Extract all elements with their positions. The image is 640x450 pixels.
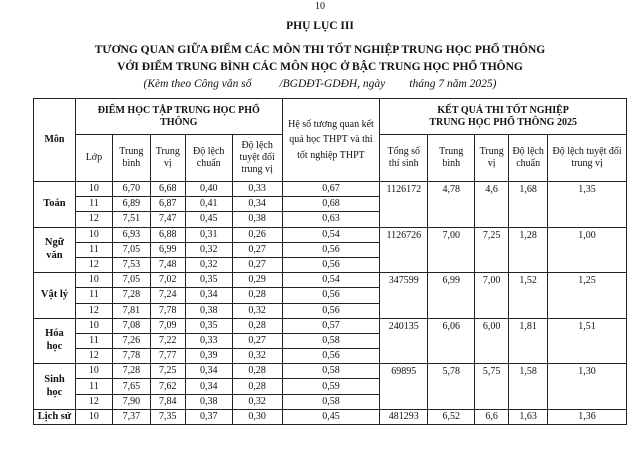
- cell-grade: 12: [75, 212, 112, 227]
- cell-mad: 0,28: [232, 379, 282, 394]
- subject-name: Lịch sử: [34, 409, 76, 424]
- cell-grade: 10: [75, 273, 112, 288]
- table-row: [34, 364, 627, 379]
- cell-mean: 7,28: [112, 364, 150, 379]
- cell-sd: 0,35: [185, 318, 232, 333]
- cell-grade: 12: [75, 349, 112, 364]
- document-title-line-2: VỚI ĐIỂM TRUNG BÌNH CÁC MÔN HỌC Ở BẬC TRUNG HỌC PHỔ THÔNG: [117, 61, 523, 73]
- header-exam-group-line-2: TRUNG HỌC PHỔ THÔNG 2025: [429, 116, 577, 128]
- header-mean: Trung bình: [112, 135, 150, 182]
- cell-median: 6,99: [150, 242, 185, 257]
- exam-cell-median: 7,25: [475, 227, 509, 273]
- cell-corr: 0,67: [282, 182, 380, 197]
- header-exam-mean: Trung bình: [428, 135, 475, 182]
- exam-cell-median: 5,75: [475, 364, 509, 410]
- cell-grade: 10: [75, 182, 112, 197]
- cell-mad: 0,28: [232, 318, 282, 333]
- cell-sd: 0,32: [185, 257, 232, 272]
- cell-median: 7,02: [150, 273, 185, 288]
- cell-mad: 0,30: [232, 409, 282, 424]
- cell-corr: 0,56: [282, 288, 380, 303]
- cell-corr: 0,45: [282, 409, 380, 424]
- exam-cell-mad: 1,36: [548, 409, 627, 424]
- exam-cell-sd: 1,58: [509, 364, 548, 410]
- cell-median: 7,25: [150, 364, 185, 379]
- header-school-group: ĐIỂM HỌC TẬP TRUNG HỌC PHỔ THÔNG: [75, 99, 282, 135]
- cell-mean: 7,53: [112, 257, 150, 272]
- cell-grade: 10: [75, 409, 112, 424]
- cell-mean: 7,81: [112, 303, 150, 318]
- exam-cell-sd: 1,63: [509, 409, 548, 424]
- cell-median: 7,84: [150, 394, 185, 409]
- cell-sd: 0,35: [185, 273, 232, 288]
- header-exam-sd: Độ lệch chuẩn: [509, 135, 548, 182]
- cell-mean: 7,65: [112, 379, 150, 394]
- table-row: [34, 409, 627, 424]
- table-row: [34, 318, 627, 333]
- cell-corr: 0,58: [282, 394, 380, 409]
- cell-mad: 0,28: [232, 364, 282, 379]
- cell-grade: 11: [75, 333, 112, 348]
- header-exam-median: Trung vị: [475, 135, 509, 182]
- table-header-row-1: [34, 99, 627, 135]
- cell-median: 7,22: [150, 333, 185, 348]
- cell-mad: 0,29: [232, 273, 282, 288]
- cell-corr: 0,58: [282, 364, 380, 379]
- cell-median: 6,87: [150, 197, 185, 212]
- cell-grade: 10: [75, 364, 112, 379]
- subject-name: Ngữ văn: [34, 227, 76, 273]
- cell-corr: 0,56: [282, 257, 380, 272]
- exam-cell-total: 481293: [380, 409, 428, 424]
- subject-name: Sinh học: [34, 364, 76, 410]
- cell-mean: 7,08: [112, 318, 150, 333]
- table-row: [34, 182, 627, 197]
- cell-corr: 0,68: [282, 197, 380, 212]
- cell-mean: 7,78: [112, 349, 150, 364]
- cell-mad: 0,32: [232, 394, 282, 409]
- correlation-table: [33, 98, 627, 425]
- cell-mean: 7,51: [112, 212, 150, 227]
- cell-corr: 0,63: [282, 212, 380, 227]
- cell-median: 7,77: [150, 349, 185, 364]
- exam-cell-total: 347599: [380, 273, 428, 319]
- cell-median: 7,35: [150, 409, 185, 424]
- exam-cell-mad: 1,00: [548, 227, 627, 273]
- cell-grade: 10: [75, 318, 112, 333]
- cell-mean: 7,28: [112, 288, 150, 303]
- cell-mean: 6,93: [112, 227, 150, 242]
- exam-cell-mad: 1,35: [548, 182, 627, 228]
- header-exam-group: [380, 99, 627, 135]
- exam-cell-mad: 1,30: [548, 364, 627, 410]
- cell-mean: 6,89: [112, 197, 150, 212]
- header-exam-mad: Độ lệch tuyệt đối trung vị: [548, 135, 627, 182]
- subtitle-part-3: tháng 7 năm 2025): [409, 78, 497, 90]
- cell-grade: 11: [75, 197, 112, 212]
- cell-corr: 0,54: [282, 273, 380, 288]
- cell-mean: 7,90: [112, 394, 150, 409]
- exam-cell-mean: 6,52: [428, 409, 475, 424]
- header-total: Tổng số thí sinh: [380, 135, 428, 182]
- cell-median: 7,78: [150, 303, 185, 318]
- cell-mean: 6,70: [112, 182, 150, 197]
- cell-sd: 0,39: [185, 349, 232, 364]
- page-number: 10: [315, 1, 325, 12]
- exam-cell-sd: 1,68: [509, 182, 548, 228]
- header-exam-group-line-1: KẾT QUẢ THI TỐT NGHIỆP: [437, 104, 569, 116]
- subtitle-part-1: (Kèm theo Công văn số: [143, 78, 252, 90]
- cell-median: 7,48: [150, 257, 185, 272]
- cell-median: 7,47: [150, 212, 185, 227]
- cell-median: 6,68: [150, 182, 185, 197]
- cell-sd: 0,33: [185, 333, 232, 348]
- cell-median: 7,62: [150, 379, 185, 394]
- exam-cell-sd: 1,52: [509, 273, 548, 319]
- subject-name: Vật lý: [34, 273, 76, 319]
- cell-median: 7,24: [150, 288, 185, 303]
- header-sd: Độ lệch chuẩn: [185, 135, 232, 182]
- header-grade: Lớp: [75, 135, 112, 182]
- cell-sd: 0,34: [185, 288, 232, 303]
- cell-mad: 0,27: [232, 257, 282, 272]
- cell-grade: 12: [75, 257, 112, 272]
- cell-mad: 0,28: [232, 288, 282, 303]
- cell-grade: 10: [75, 227, 112, 242]
- cell-mad: 0,33: [232, 182, 282, 197]
- exam-cell-total: 1126172: [380, 182, 428, 228]
- cell-sd: 0,32: [185, 242, 232, 257]
- table-row: [34, 227, 627, 242]
- exam-cell-mean: 6,99: [428, 273, 475, 319]
- cell-sd: 0,38: [185, 303, 232, 318]
- cell-corr: 0,56: [282, 303, 380, 318]
- exam-cell-median: 6,00: [475, 318, 509, 364]
- cell-corr: 0,57: [282, 318, 380, 333]
- cell-mad: 0,38: [232, 212, 282, 227]
- cell-sd: 0,31: [185, 227, 232, 242]
- cell-sd: 0,40: [185, 182, 232, 197]
- cell-mean: 7,26: [112, 333, 150, 348]
- exam-cell-mean: 6,06: [428, 318, 475, 364]
- exam-cell-mad: 1,25: [548, 273, 627, 319]
- cell-grade: 12: [75, 394, 112, 409]
- header-correlation: Hệ số tương quan kết quả học THPT và thi tốt nghiệp THPT: [282, 99, 380, 182]
- subject-name: Toán: [34, 182, 76, 228]
- exam-cell-mean: 5,78: [428, 364, 475, 410]
- cell-sd: 0,37: [185, 409, 232, 424]
- cell-mean: 7,37: [112, 409, 150, 424]
- cell-mean: 7,05: [112, 242, 150, 257]
- cell-grade: 11: [75, 288, 112, 303]
- cell-corr: 0,59: [282, 379, 380, 394]
- cell-sd: 0,38: [185, 394, 232, 409]
- cell-mad: 0,27: [232, 242, 282, 257]
- exam-cell-median: 6,6: [475, 409, 509, 424]
- appendix-title: PHỤ LỤC III: [286, 20, 354, 32]
- cell-corr: 0,56: [282, 242, 380, 257]
- cell-mad: 0,27: [232, 333, 282, 348]
- cell-grade: 11: [75, 379, 112, 394]
- cell-corr: 0,58: [282, 333, 380, 348]
- exam-cell-median: 7,00: [475, 273, 509, 319]
- cell-mean: 7,05: [112, 273, 150, 288]
- exam-cell-total: 69895: [380, 364, 428, 410]
- cell-median: 7,09: [150, 318, 185, 333]
- subtitle-part-2: /BGDĐT-GDĐH, ngày: [279, 78, 386, 90]
- document-title-line-1: TƯƠNG QUAN GIỮA ĐIỂM CÁC MÔN THI TỐT NGHIỆP TRUNG HỌC PHỔ THÔNG: [94, 44, 546, 56]
- cell-corr: 0,56: [282, 349, 380, 364]
- cell-mad: 0,32: [232, 303, 282, 318]
- document-subtitle: [0, 78, 640, 90]
- cell-sd: 0,34: [185, 379, 232, 394]
- exam-cell-sd: 1,28: [509, 227, 548, 273]
- cell-mad: 0,34: [232, 197, 282, 212]
- cell-sd: 0,34: [185, 364, 232, 379]
- cell-sd: 0,45: [185, 212, 232, 227]
- exam-cell-mean: 4,78: [428, 182, 475, 228]
- cell-mad: 0,26: [232, 227, 282, 242]
- exam-cell-total: 1126726: [380, 227, 428, 273]
- cell-median: 6,88: [150, 227, 185, 242]
- exam-cell-total: 240135: [380, 318, 428, 364]
- header-subject: Môn: [34, 99, 76, 182]
- table-row: [34, 273, 627, 288]
- exam-cell-median: 4,6: [475, 182, 509, 228]
- exam-cell-mad: 1,51: [548, 318, 627, 364]
- subject-name: Hóa học: [34, 318, 76, 364]
- exam-cell-mean: 7,00: [428, 227, 475, 273]
- cell-mad: 0,32: [232, 349, 282, 364]
- cell-grade: 11: [75, 242, 112, 257]
- cell-sd: 0,41: [185, 197, 232, 212]
- cell-corr: 0,54: [282, 227, 380, 242]
- exam-cell-sd: 1,81: [509, 318, 548, 364]
- cell-grade: 12: [75, 303, 112, 318]
- header-mad: Độ lệch tuyệt đối trung vị: [232, 135, 282, 182]
- header-median: Trung vị: [150, 135, 185, 182]
